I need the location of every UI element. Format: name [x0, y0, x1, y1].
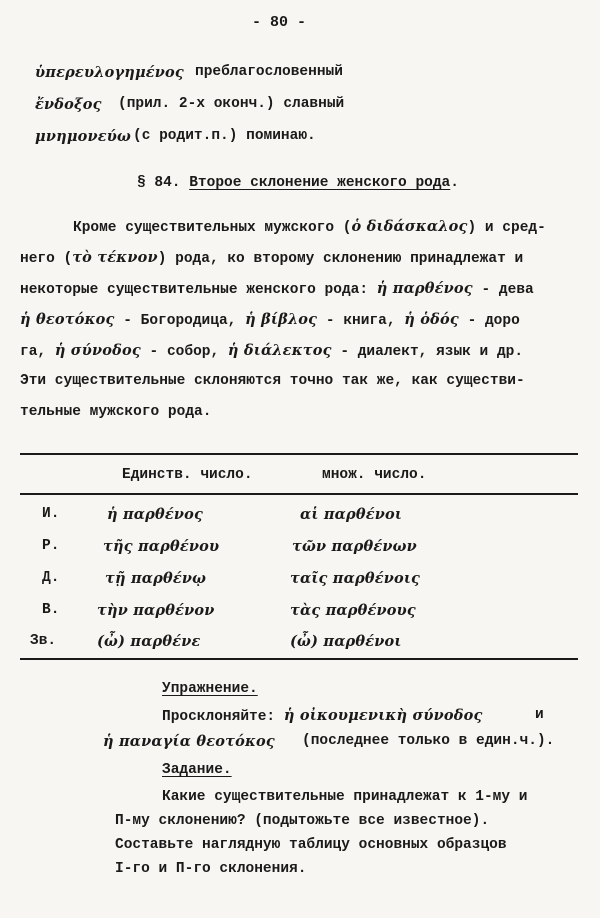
- table-singular-form: ἡ παρθένος: [107, 506, 204, 523]
- paragraph-line: [73, 218, 546, 236]
- table-plural-form: τὰς παρθένους: [290, 602, 416, 619]
- table-singular-form: τῆς παρθένου: [103, 538, 220, 555]
- table-plural-form: αἱ παρθένοι: [300, 506, 403, 523]
- task-line: Какие существительные принадлежат к 1-му и: [162, 789, 528, 805]
- greek-term: τὸ τέκνον: [72, 249, 158, 266]
- table-plural-form: ταῖς παρθένοις: [290, 570, 421, 587]
- vocab-greek: μνημονεύω: [35, 128, 132, 145]
- vocab-entry: [35, 128, 131, 146]
- text-run: - доро: [458, 313, 520, 329]
- table-header-plural: множ. число.: [322, 467, 427, 483]
- greek-term: ἡ διάλεκτος: [227, 342, 332, 359]
- text-run: него (: [20, 251, 73, 267]
- table-singular-form: τῇ παρθένῳ: [105, 570, 207, 587]
- greek-term: ὁ διδάσκαλος: [351, 218, 468, 235]
- section-number: § 84.: [137, 175, 181, 191]
- task-line: Составьте наглядную таблицу основных образцов: [115, 837, 507, 853]
- exercise-line: [162, 707, 483, 725]
- exercise-conjunction: и: [535, 707, 544, 723]
- section-title: Второе склонение женского рода: [189, 175, 451, 191]
- paragraph-line: [20, 342, 523, 360]
- paragraph-line: [20, 280, 534, 298]
- greek-term: ἡ παρθένος: [376, 280, 473, 297]
- table-case: Зв.: [30, 633, 57, 649]
- table-case: В.: [42, 602, 60, 618]
- paragraph-line: Эти существительные склоняются точно так же, как существи-: [20, 373, 525, 389]
- table-header-singular: Единств. число.: [122, 467, 253, 483]
- page-number: - 80 -: [252, 14, 307, 31]
- greek-term: ἡ ὁδός: [404, 311, 459, 328]
- vocab-translation: (с родит.п.) поминаю.: [133, 128, 316, 144]
- table-case: Р.: [42, 538, 60, 554]
- greek-term: ἡ θεοτόκος: [20, 311, 115, 328]
- greek-term: ἡ οἰκουμενικὴ σύνοδος: [283, 707, 483, 724]
- vocab-entry: [35, 64, 184, 82]
- task-line: I-го и П-го склонения.: [115, 861, 307, 877]
- text-run: - собор,: [140, 344, 228, 360]
- vocab-greek: ὑπερευλογημένος: [35, 64, 184, 81]
- greek-term: ἡ παναγία θεοτόκος: [103, 733, 275, 750]
- text-run: ) рода, ко второму склонению принадлежат и: [157, 251, 524, 267]
- section-title-end: .: [450, 175, 459, 191]
- task-line: П-му склонению? (подытожьте все известное).: [115, 813, 490, 829]
- exercise-heading: Упражнение.: [162, 681, 258, 697]
- text-run: - дева: [472, 282, 534, 298]
- text-run: Кроме существительных мужского (: [73, 220, 352, 236]
- paragraph-line: тельные мужского рода.: [20, 404, 212, 420]
- vocab-translation: (прил. 2-х оконч.) славный: [118, 96, 345, 112]
- vocab-greek: ἔνδοξος: [35, 96, 102, 113]
- vocab-entry: [35, 96, 102, 114]
- table-case: И.: [42, 506, 60, 522]
- vocab-translation: преблагословенный: [195, 64, 343, 80]
- text-run: некоторые существительные женского рода:: [20, 282, 377, 298]
- section-heading: [137, 175, 459, 191]
- greek-term: ἡ βίβλος: [245, 311, 318, 328]
- exercise-line: [103, 733, 275, 751]
- table-top-rule: [20, 453, 578, 455]
- table-plural-form: τῶν παρθένων: [292, 538, 417, 555]
- exercise-note: (последнее только в един.ч.).: [302, 733, 555, 749]
- paragraph-line: [20, 249, 523, 267]
- table-singular-form: τὴν παρθένον: [97, 602, 215, 619]
- table-case: Д.: [42, 570, 60, 586]
- table-plural-form: (ὦ) παρθένοι: [290, 633, 402, 650]
- text-run: - Богородица,: [114, 313, 246, 329]
- table-header-rule: [20, 493, 578, 495]
- text-run: га,: [20, 344, 55, 360]
- task-heading: Задание.: [162, 762, 232, 778]
- text-run: ) и сред-: [467, 220, 546, 236]
- table-singular-form: (ὦ) παρθένε: [97, 633, 201, 650]
- text-run: - книга,: [317, 313, 405, 329]
- paragraph-line: [20, 311, 520, 329]
- table-bottom-rule: [20, 658, 578, 660]
- greek-term: ἡ σύνοδος: [54, 342, 141, 359]
- text-run: - диалект, язык и др.: [331, 344, 524, 360]
- text-run: Просклоняйте:: [162, 709, 284, 725]
